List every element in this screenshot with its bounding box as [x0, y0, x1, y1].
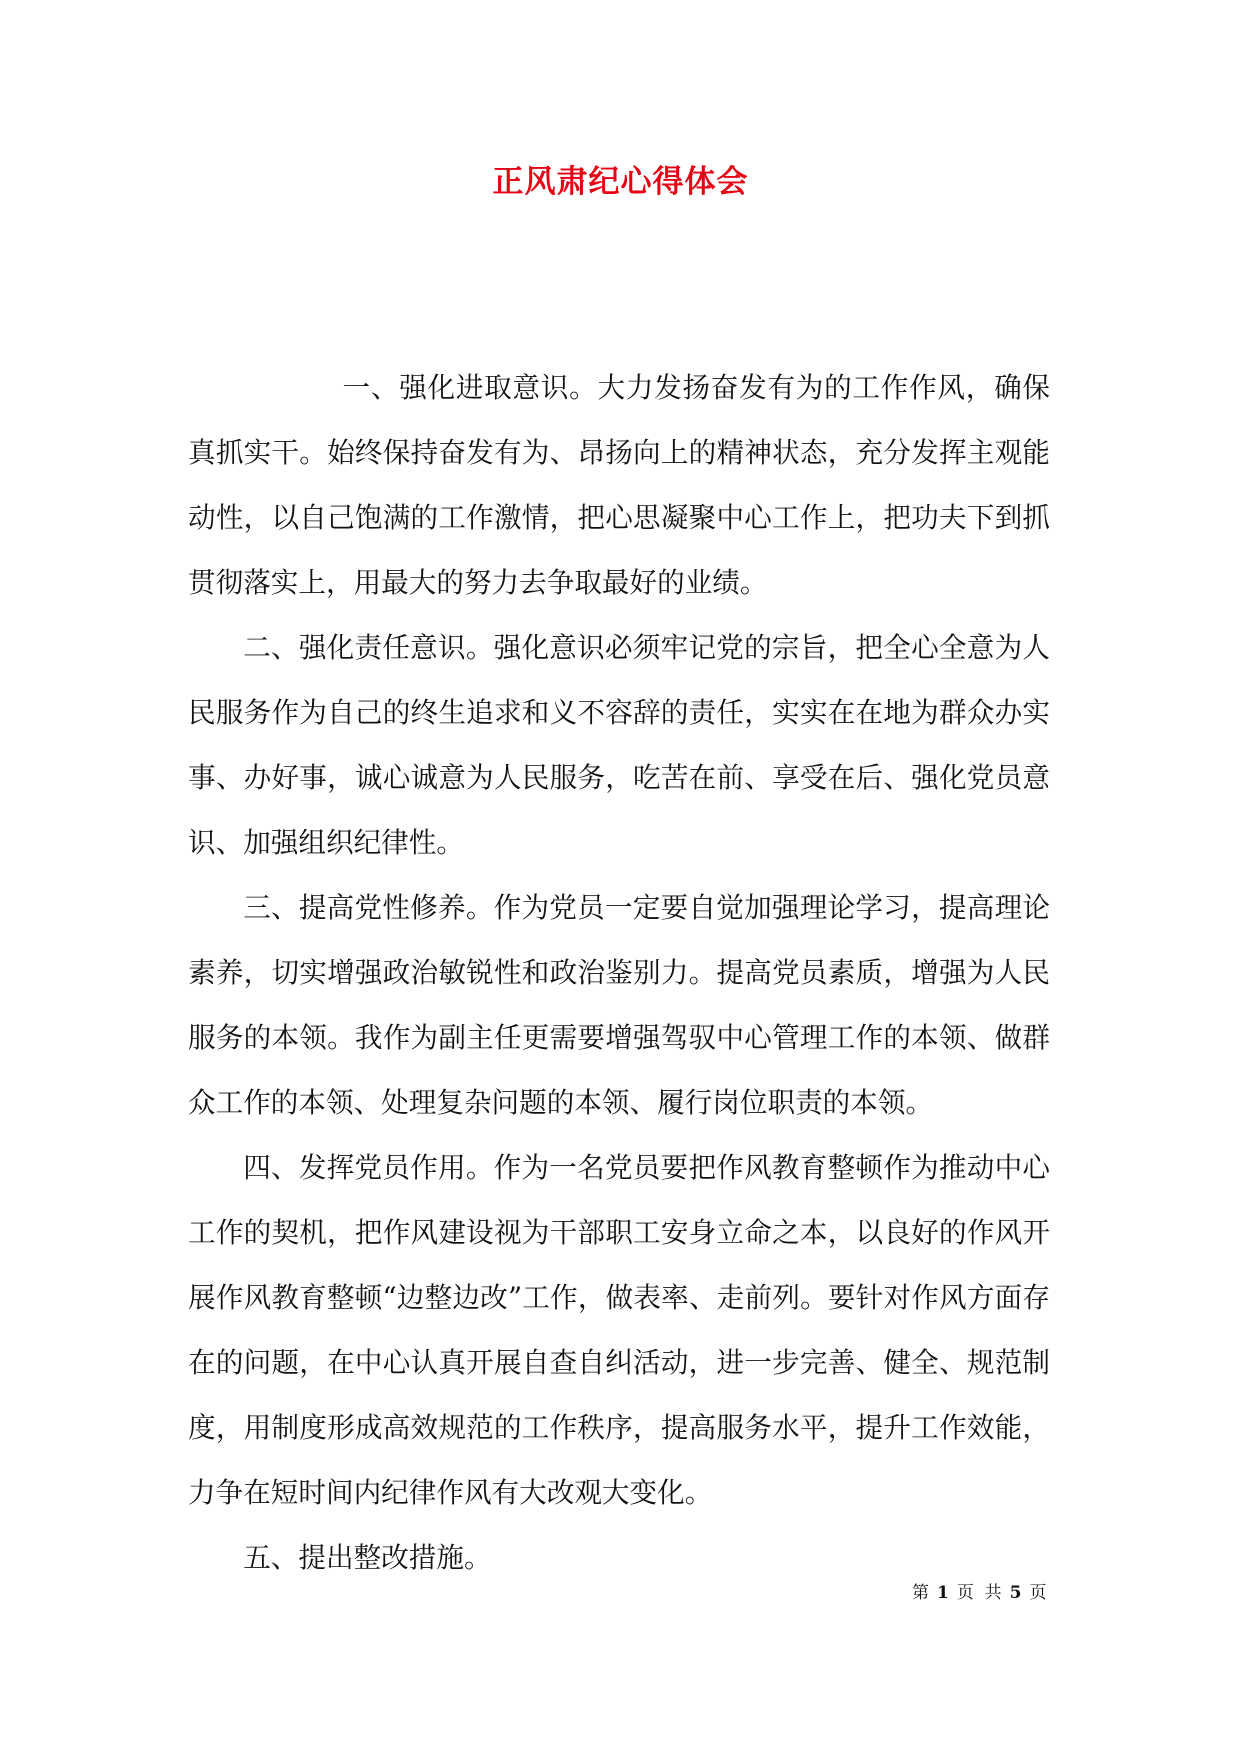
paragraph-1: 一、强化进取意识。大力发扬奋发有为的工作作风，确保真抓实干。始终保持奋发有为、昂扬向上的精神状态，充分发挥主观能动性，以自己饱满的工作激情，把心思凝聚中心工作上，把功夫下到抓贯彻落实上，用最大的努力去争取最好的业绩。: [188, 371, 1050, 599]
paragraph-3: 三、提高党性修养。作为党员一定要自觉加强理论学习，提高理论素养，切实增强政治敏锐性和政治鉴别力。提高党员素质，增强为人民服务的本领。我作为副主任更需要增强驾驭中心管理工作的本领、做群众工作的本领、处理复杂问题的本领、履行岗位职责的本领。: [188, 891, 1050, 1119]
document-title: 正风肃纪心得体会: [492, 164, 749, 200]
document-body: [188, 355, 1050, 1590]
footer-suffix: 页: [1029, 1583, 1047, 1603]
page-footer: [912, 1581, 1047, 1605]
total-page-number: 5: [1009, 1583, 1022, 1603]
footer-prefix: 第: [912, 1583, 929, 1603]
paragraph-4: 四、发挥党员作用。作为一名党员要把作风教育整顿作为推动中心工作的契机，把作风建设视为干部职工安身立命之本，以良好的作风开展作风教育整顿“边整边改”工作，做表率、走前列。要针对作风方面存在的问题，在中心认真开展自查自纠活动，进一步完善、健全、规范制度，用制度形成高效规范的工作秩序，提高服务水平，提升工作效能，力争在短时间内纪律作风有大改观大变化。: [188, 1151, 1050, 1509]
current-page-number: 1: [937, 1583, 949, 1603]
footer-middle: 页 共: [956, 1583, 1002, 1603]
paragraph-2: 二、强化责任意识。强化意识必须牢记党的宗旨，把全心全意为人民服务作为自己的终生追求和义不容辞的责任，实实在在地为群众办实事、办好事，诚心诚意为人民服务，吃苦在前、享受在后、强化党员意识、加强组织纪律性。: [188, 631, 1050, 859]
paragraph-5: 五、提出整改措施。: [243, 1541, 492, 1574]
